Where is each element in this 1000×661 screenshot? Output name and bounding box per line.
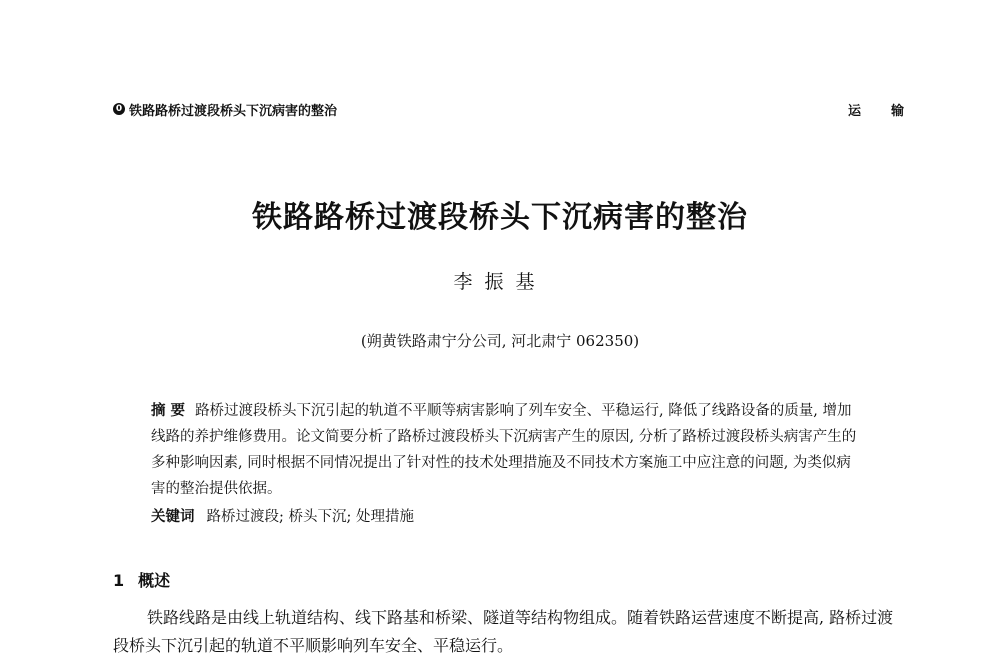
section-title: 概述 <box>138 571 171 590</box>
keywords-text: 路桥过渡段; 桥头下沉; 处理措施 <box>206 509 414 525</box>
keywords-label: 关键词 <box>151 509 195 525</box>
affiliation: (朔黄铁路肃宁分公司, 河北肃宁 062350) <box>360 332 640 350</box>
keywords <box>151 504 859 530</box>
author: 李振基 <box>453 271 547 293</box>
running-head-title: 铁路路桥过渡段桥头下沉病害的整治 <box>129 103 338 119</box>
section-heading <box>113 568 170 591</box>
running-head-left <box>113 100 337 119</box>
abstract-label: 摘 要 <box>151 403 186 419</box>
bullet-icon: 0 <box>113 103 125 115</box>
abstract-text: 路桥过渡段桥头下沉引起的轨道不平顺等病害影响了列车安全、平稳运行, 降低了线路设备的质量, 增加线路的养护维修费用。论文简要分析了路桥过渡段桥头下沉病害产生的原因, 分析了路桥过渡段桥头病害产生的多种影响因素, 同时根据不同情况提出了针对性的技术处理措施及不同技术方案施工中应注意的问题, 为类似病害的整治提供依据。 <box>151 403 857 497</box>
paper-title: 铁路路桥过渡段桥头下沉病害的整治 <box>252 200 748 235</box>
running-head-section: 运输 <box>847 103 934 119</box>
running-head <box>113 99 934 119</box>
section-number: 1 <box>113 571 125 590</box>
abstract <box>151 398 859 502</box>
body-paragraph: 铁路线路是由线上轨道结构、线下路基和桥梁、隧道等结构物组成。随着铁路运营速度不断提高, 路桥过渡段桥头下沉引起的轨道不平顺影响列车安全、平稳运行。 <box>113 608 894 655</box>
